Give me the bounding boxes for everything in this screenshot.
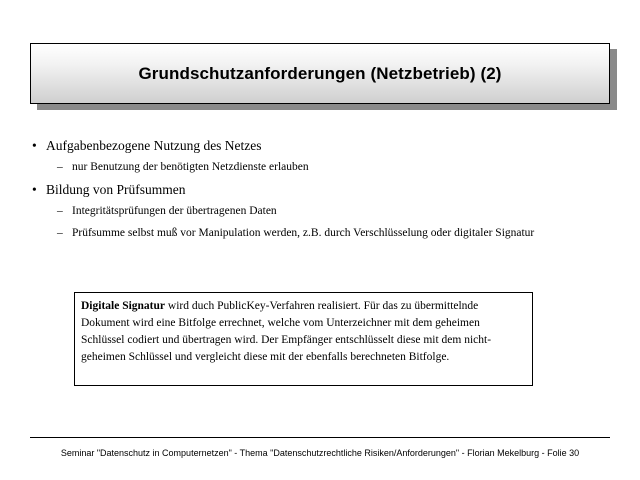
note-term: Digitale Signatur xyxy=(81,300,166,312)
footer: Seminar "Datenschutz in Computernetzen" - Thema "Datenschutzrechtliche Risiken/Anforderungen" - Florian Mekelburg - Folie 30 xyxy=(60,448,580,458)
sub-bullet-text: Integritätsprüfungen der übertragenen Daten xyxy=(72,205,277,217)
bullet-marker: • xyxy=(32,138,37,153)
sub-bullet-item xyxy=(32,226,622,240)
note-text: wird duch PublicKey-Verfahren realisiert. Für das zu übermittelnde Dokument wird eine Bitfolge errechnet, welche vom Unterzeichner mit dem geheimen Schlüssel codiert und übertragen wird. Der Empfänger entschlüsselt diese mit dem nicht-geheimen Schlüssel und vergleicht diese mit der ebenfalls berechneten Bitfolge. xyxy=(81,300,492,363)
sub-bullet-item xyxy=(32,160,622,174)
bullet-item xyxy=(32,182,622,198)
digital-signature-note xyxy=(74,292,533,386)
sub-bullet-text: nur Benutzung der benötigten Netzdienste erlauben xyxy=(72,161,309,173)
bullet-text: Bildung von Prüfsummen xyxy=(46,182,186,197)
bullet-text: Aufgabenbezogene Nutzung des Netzes xyxy=(46,138,262,153)
footer-divider xyxy=(30,437,610,438)
sub-bullet-text: Prüfsumme selbst muß vor Manipulation werden, z.B. durch Verschlüsselung oder digitaler Signatur xyxy=(72,227,535,239)
title-box xyxy=(30,43,610,104)
sub-bullet-marker: – xyxy=(57,161,63,173)
bullet-list xyxy=(32,138,622,248)
sub-bullet-marker: – xyxy=(57,205,63,217)
bullet-item xyxy=(32,138,622,154)
slide-title: Grundschutzanforderungen (Netzbetrieb) (2) xyxy=(138,63,502,83)
sub-bullet-marker: – xyxy=(57,227,63,239)
sub-bullet-item xyxy=(32,204,622,218)
bullet-marker: • xyxy=(32,182,37,197)
